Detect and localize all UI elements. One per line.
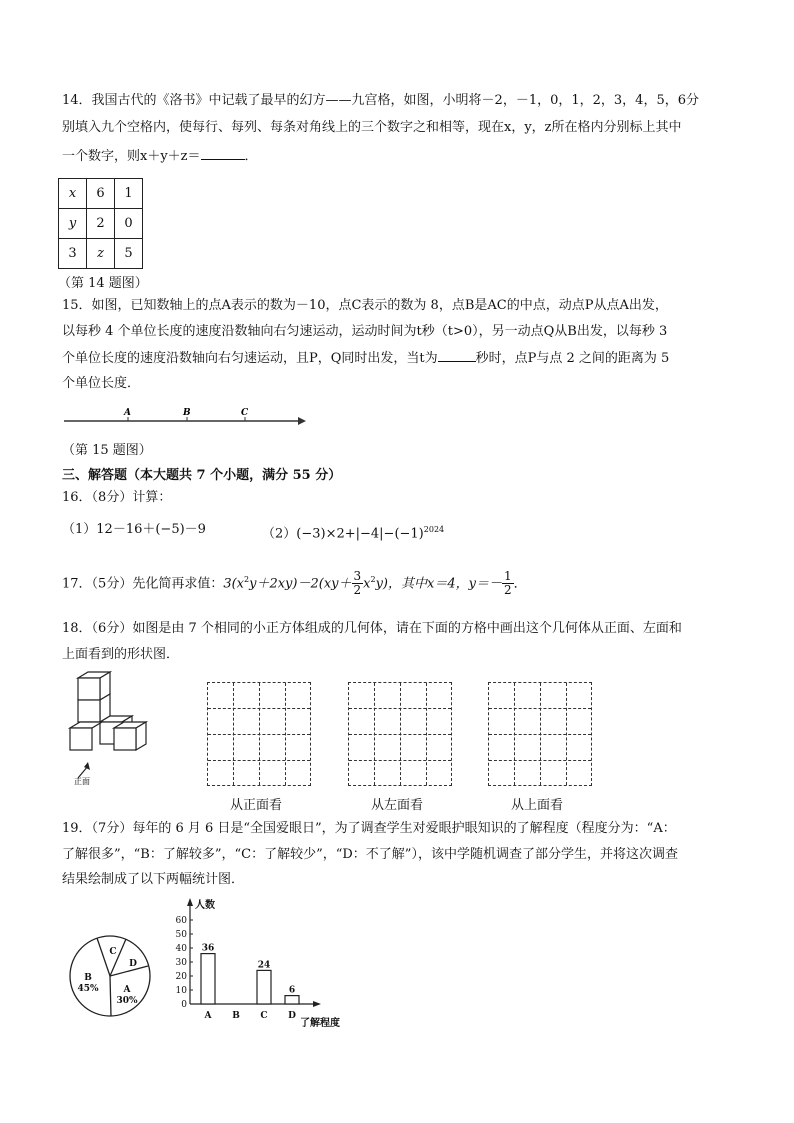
bar-chart	[170, 896, 350, 1032]
q14-line1: 14．我国古代的《洛书》中记载了最早的幻方——九宫格，如图，小明将－2，－1，0，1，2，3，4，5，6分	[62, 93, 699, 108]
grid-caption-front: 从正面看	[230, 798, 283, 813]
pie-divider	[110, 976, 111, 1016]
pie-value-b: 45%	[77, 984, 99, 994]
q14-line3	[62, 147, 258, 166]
q15-answer-blank[interactable]	[438, 349, 476, 362]
pie-label-b: B	[84, 973, 92, 983]
q15-line3a: 个单位长度的速度沿数轴向右匀速运动，且P，Q同时出发，当t为	[62, 351, 438, 366]
magic-square-grid	[58, 178, 143, 269]
q18-line2: 上面看到的形状图．	[62, 647, 180, 662]
arrow-icon	[298, 417, 306, 425]
q14-line3a: 一个数字，则x＋y＋z＝	[62, 149, 201, 164]
q18-line1: 18．（6分）如图是由 7 个相同的小正方体组成的几何体，请在下面的方格中画出这个几何体从正面、左面和	[62, 621, 682, 636]
bar-data-label: 24	[257, 960, 271, 971]
q17-expr-d: y)，其中x＝4，y＝－	[375, 576, 502, 592]
q15-caption: （第 15 题图）	[62, 443, 152, 458]
x-tick-label: B	[232, 1011, 240, 1021]
grid-cell: 6	[87, 179, 115, 209]
q17-expr-a: 3(x	[223, 576, 245, 592]
q15-line1: 15．如图，已知数轴上的点A表示的数为－10，点C表示的数为 8，点B是AC的中点，动点P从点A出发，	[62, 298, 668, 313]
q15-line2: 以每秒 4 个单位长度的速度沿数轴向右匀速运动，运动时间为t秒（t>0），另一动点Q从B出发，以每秒 3	[62, 324, 668, 339]
x-tick-label: C	[260, 1011, 268, 1021]
point-label-c: C	[241, 408, 249, 418]
q14-answer-blank[interactable]	[201, 147, 245, 160]
grid-cell: 2	[87, 209, 115, 239]
q16-part1: （1）12－16＋(−5)－9	[62, 522, 206, 537]
y-axis-label: 人数	[195, 900, 215, 911]
q19-line2: 了解很多”，“B：了解较多”，“C：了解较少”，“D：不了解”），该中学随机调查了部分学生，并将这次调查	[62, 847, 678, 862]
pie-divider	[97, 938, 110, 976]
q14-line3b: ．	[244, 149, 258, 164]
y-tick-label: 30	[175, 958, 187, 968]
y-tick-label: 40	[175, 944, 187, 954]
q17-stem: 17．（5分）先化简再求值：	[62, 576, 224, 592]
pie-value-a: 30%	[116, 996, 138, 1006]
bar-data-label: 36	[201, 943, 215, 954]
q17-line: 17．（5分）先化简再求值：$3(x^2y+2xy)-2(xy+$ $\frac{3}{2}$ $x^2y$)，其中x＝4，y＝－ $\frac{1}{2}$ ．	[62, 569, 527, 598]
pie-divider	[110, 939, 126, 976]
y-tick-label: 60	[175, 916, 187, 926]
x-tick-label: A	[204, 1011, 212, 1021]
bar	[285, 996, 299, 1004]
grid-cell: 1	[115, 179, 143, 209]
section-3-title: 三、解答题（本大题共 7 个小题，满分 55 分）	[62, 468, 342, 483]
grid-top-view[interactable]	[488, 682, 592, 786]
y-tick-label: 50	[175, 930, 187, 940]
x-axis-label: 了解程度	[300, 1018, 340, 1029]
point-label-b: B	[183, 408, 191, 418]
grid-cell: y	[59, 209, 87, 239]
q17-y-fraction: $\frac{1}{2}$	[503, 569, 512, 598]
front-label: 正面	[74, 777, 90, 786]
q19-line3: 结果绘制成了以下两幅统计图．	[62, 872, 245, 887]
grid-caption-top: 从上面看	[511, 798, 564, 813]
q15-line4: 个单位长度．	[62, 376, 141, 391]
y-tick-label: 0	[181, 1000, 187, 1010]
q15-line3	[62, 349, 669, 368]
q16-exponent: 2024	[423, 525, 445, 534]
grid-left-view[interactable]	[348, 682, 452, 786]
grid-cell: z	[87, 239, 115, 269]
grid-cell: 0	[115, 209, 143, 239]
q14-line2: 别填入九个空格内，使每行、每列、每条对角线上的三个数字之和相等，现在x，y，z所在格内分别标上其中	[62, 120, 682, 135]
grid-front-view[interactable]	[207, 682, 311, 786]
pie-label-d: D	[129, 959, 137, 969]
q16-part2	[262, 521, 444, 543]
q17-fraction: $\frac{3}{2}$	[353, 569, 362, 598]
q17-end: ．	[513, 576, 527, 592]
y-tick-label: 10	[175, 986, 187, 996]
q16-stem: 16．（8分）计算：	[62, 490, 172, 505]
y-tick-label: 20	[175, 972, 187, 982]
pie-label-a: A	[123, 985, 131, 995]
q15-line3b: 秒时，点P与点 2 之间的距离为 5	[475, 351, 670, 366]
point-label-a: A	[124, 408, 131, 418]
bar	[257, 970, 271, 1004]
bar-data-label: 6	[288, 985, 296, 996]
pie-chart	[64, 918, 160, 1028]
grid-cell: x	[59, 179, 87, 209]
bar	[201, 954, 215, 1004]
q17-expr-b: y＋2xy)－2(xy＋	[249, 576, 352, 592]
q16-part2-expr: （2）(−3)×2+|−4|−(−1)	[262, 526, 424, 542]
q17-expr-c: x	[363, 576, 371, 592]
y-axis-arrow-icon	[187, 898, 193, 906]
x-tick-label: D	[288, 1011, 296, 1021]
grid-caption-left: 从左面看	[371, 798, 424, 813]
q19-line1: 19．（7分）每年的 6 月 6 日是“全国爱眼日”，为了调查学生对爱眼护眼知识的了解程度（程度分为：“A：	[62, 821, 676, 836]
cube-figure	[64, 668, 164, 786]
q14-caption: （第 14 题图）	[58, 276, 148, 291]
number-line	[62, 404, 307, 432]
pie-label-c: C	[109, 947, 117, 957]
x-axis-arrow-icon	[313, 1001, 321, 1007]
grid-cell: 5	[115, 239, 143, 269]
grid-cell: 3	[59, 239, 87, 269]
